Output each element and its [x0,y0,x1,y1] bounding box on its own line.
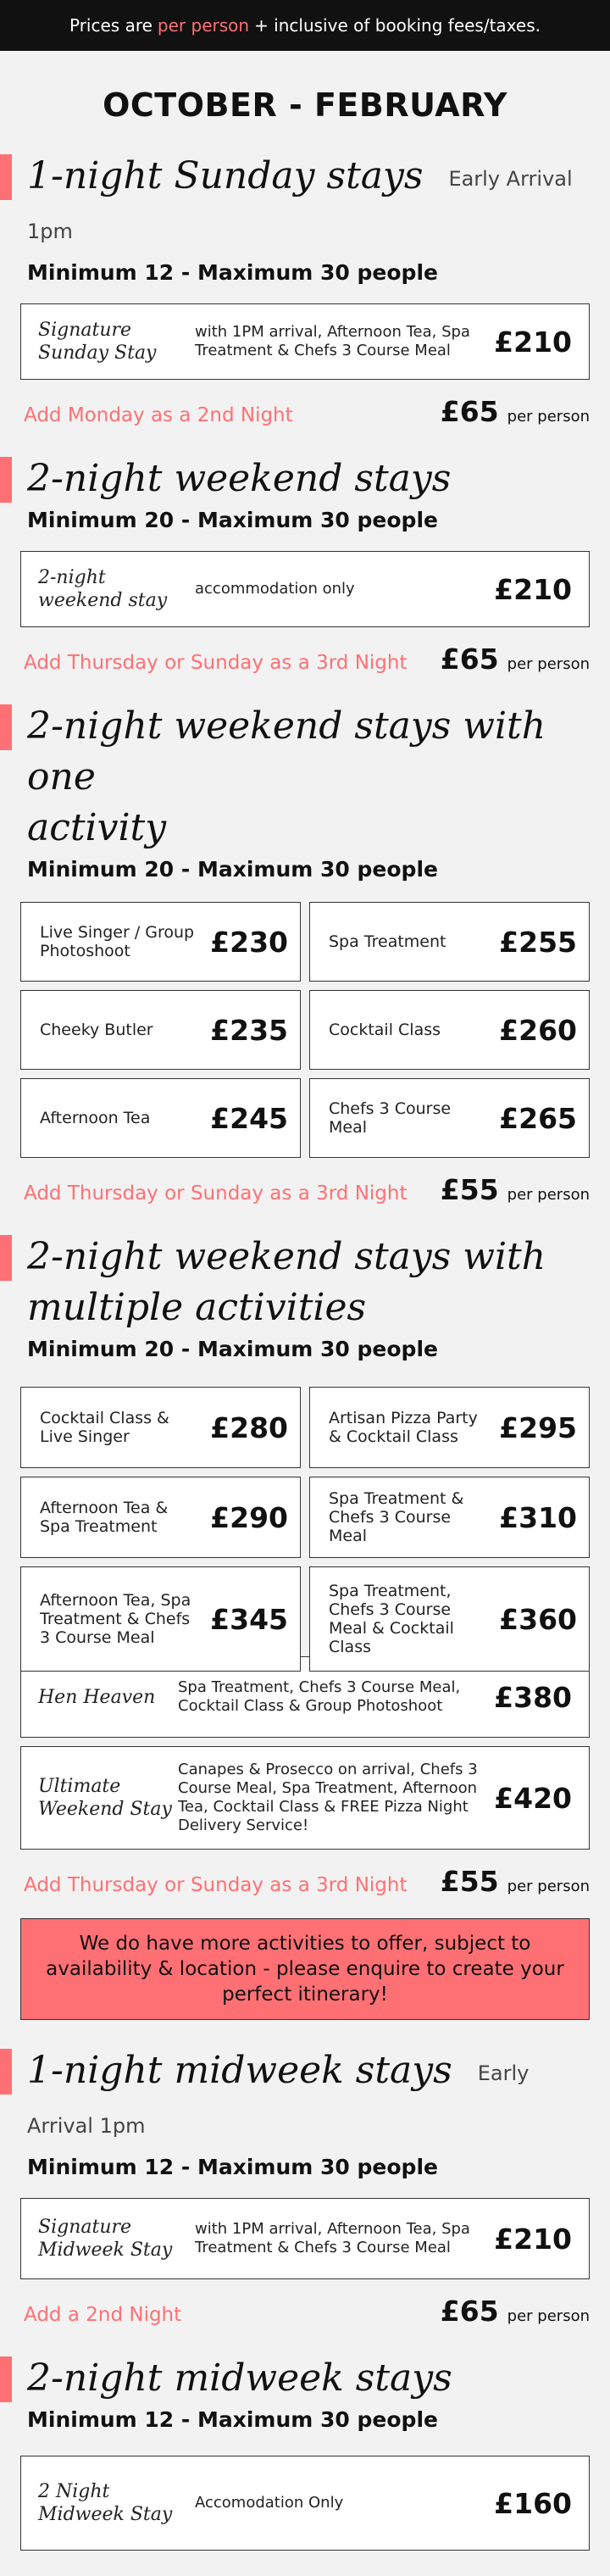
group-size: Minimum 20 - Maximum 30 people [27,857,438,882]
section-title: 1-night midweek stays Early Arrival 1pm [27,2049,530,2138]
package-description: Accomodation Only [195,2494,344,2512]
banner-prefix: Prices are [69,15,152,36]
package-description: with 1PM arrival, Afternoon Tea, Spa Treatment & Chefs 3 Course Meal [195,2220,470,2256]
enquiry-notice: We do have more activities to offer, subject to availability & location - please enquire to create your perfect itinerary! [20,1918,590,2020]
section-accent-bar [0,457,12,503]
addon-text: Add Monday as a 2nd Night [24,404,293,426]
activity-option: Afternoon Tea & Spa Treatment £290 [20,1477,301,1558]
activity-option: Cocktail Class £260 [309,990,590,1070]
addon-price: £55 [440,1173,499,1206]
activity-option: Artisan Pizza Party & Cocktail Class £295 [309,1387,590,1468]
season-heading: OCTOBER - FEBRUARY [103,86,507,124]
package-price: £210 [494,2222,572,2256]
extra-night-addon [0,2295,610,2328]
package-description: Canapes & Prosecco on arrival, Chefs 3 Course Meal, Spa Treatment, Afternoon Tea, Cocktail Class & FREE Pizza Night Delivery Service! [178,1761,478,1834]
section-weekend-one-activity [0,701,610,882]
banner-suffix: + inclusive of booking fees/taxes. [254,15,541,36]
per-person-label: per person [507,408,590,426]
section-title: 1-night Sunday stays Early Arrival 1pm [27,154,573,243]
addon-price: £55 [440,1865,499,1898]
section-accent-bar [0,154,12,200]
package-price: £160 [494,2486,572,2520]
extra-night-addon [0,1173,610,1206]
activity-combo-grid [20,1387,590,1656]
section-accent-bar [0,2356,12,2402]
package-description: with 1PM arrival, Afternoon Tea, Spa Treatment & Chefs 3 Course Meal [195,323,470,359]
section-2-night-midweek [0,2353,610,2432]
section-weekend-multiple-activities [0,1232,610,1361]
section-title: 2-night weekend stays [27,457,452,500]
addon-text: Add Thursday or Sunday as a 3rd Night [24,1874,408,1896]
section-title: 2-night weekend stays with multiple activities [27,1235,546,1329]
package-price: £210 [494,572,572,606]
package-description: Spa Treatment, Chefs 3 Course Meal, Cocktail Class & Group Photoshoot [178,1678,461,1715]
early-arrival-note: Early Arrival 1pm [27,166,573,243]
per-person-label: per person [507,1186,590,1204]
activity-option: Cheeky Butler £235 [20,990,301,1070]
early-arrival-note: Early Arrival 1pm [27,2061,530,2138]
package-name: Signature Midweek Stay [38,2217,173,2261]
group-size: Minimum 12 - Maximum 30 people [27,260,438,285]
addon-text: Add Thursday or Sunday as a 3rd Night [24,652,408,674]
package-name: 2 Night Midweek Stay [38,2481,173,2525]
package-card [20,551,590,627]
activity-option: Spa Treatment, Chefs 3 Course Meal & Cocktail Class £360 [309,1566,590,1672]
extra-night-addon [0,1865,610,1898]
section-title: 2-night weekend stays with one activity [27,704,546,849]
section-1-night-midweek [0,2045,610,2179]
per-person-label: per person [507,655,590,673]
banner-highlight: per person [157,15,250,36]
package-description: accommodation only [195,580,355,598]
price-banner [0,0,610,51]
activity-grid [20,902,590,1158]
activity-option: Live Singer / Group Photoshoot £230 [20,902,301,982]
addon-price: £65 [440,643,499,676]
package-name: Ultimate Weekend Stay [38,1776,172,1820]
group-size: Minimum 20 - Maximum 30 people [27,508,438,532]
activity-option: Spa Treatment & Chefs 3 Course Meal £310 [309,1477,590,1558]
activity-option: Chefs 3 Course Meal £265 [309,1078,590,1158]
per-person-label: per person [507,2307,590,2325]
package-card-ultimate-weekend [20,1746,590,1850]
package-price: £420 [494,1781,572,1815]
package-card [20,2456,590,2551]
section-title: 2-night midweek stays [27,2356,452,2400]
group-size: Minimum 20 - Maximum 30 people [27,1337,438,1361]
addon-price: £65 [440,395,499,428]
section-accent-bar [0,2049,12,2095]
per-person-label: per person [507,1878,590,1895]
extra-night-addon [0,395,610,428]
extra-night-addon [0,643,610,676]
package-name: 2-night weekend stay [38,567,168,611]
section-accent-bar [0,704,12,750]
activity-option: Spa Treatment £255 [309,902,590,982]
group-size: Minimum 12 - Maximum 30 people [27,2155,438,2179]
activity-option: Afternoon Tea £245 [20,1078,301,1158]
activity-option: Afternoon Tea, Spa Treatment & Chefs 3 Course Meal £345 [20,1566,301,1672]
package-price: £380 [494,1680,572,1714]
package-price: £210 [494,325,572,359]
section-1-night-sunday [0,151,610,285]
group-size: Minimum 12 - Maximum 30 people [27,2407,438,2432]
package-card [20,2198,590,2279]
package-card [20,303,590,380]
addon-text: Add a 2nd Night [24,2304,182,2326]
section-2-night-weekend [0,453,610,532]
section-accent-bar [0,1235,12,1281]
addon-price: £65 [440,2295,499,2328]
addon-text: Add Thursday or Sunday as a 3rd Night [24,1182,408,1205]
package-name: Hen Heaven [38,1686,156,1708]
activity-option: Cocktail Class & Live Singer £280 [20,1387,301,1468]
package-name: Signature Sunday Stay [38,320,157,364]
